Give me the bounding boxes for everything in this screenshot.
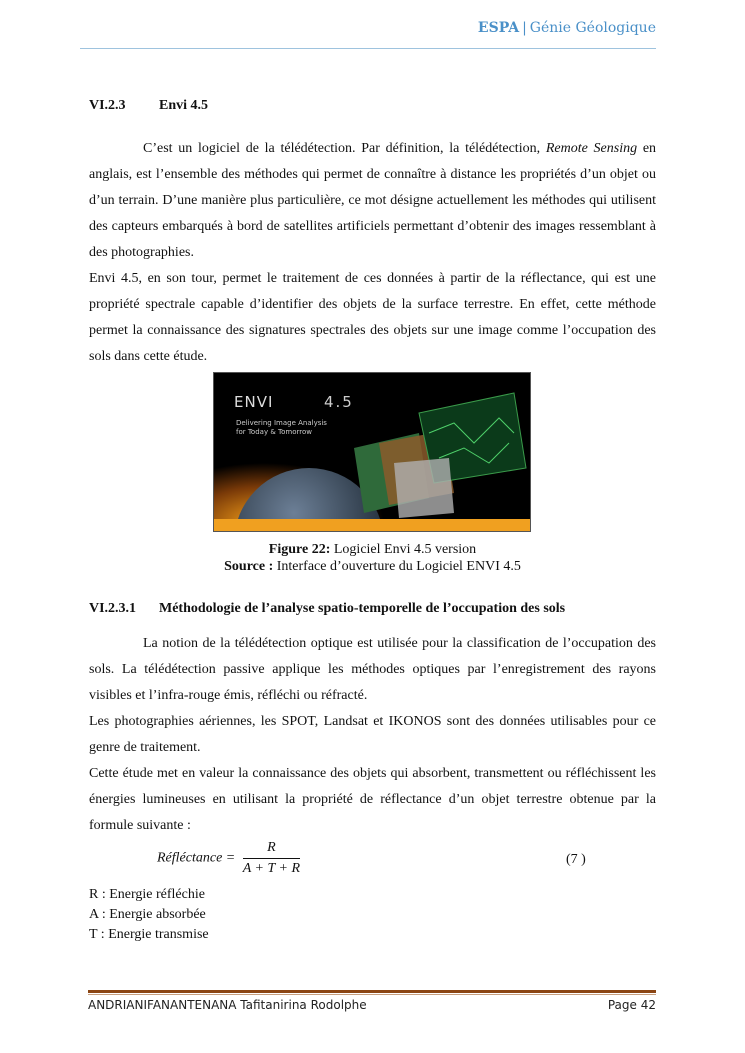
definition-item: A : Energie absorbée [89,907,206,922]
caption-label: Figure 22: [268,542,331,557]
figure-caption [89,541,656,575]
splash-progress-bar [214,519,530,531]
header-separator: | [522,20,527,36]
variable-definitions [89,885,209,945]
subsection-heading [89,601,656,617]
intro-paragraph [89,136,656,266]
definition-item: R : Energie réfléchie [89,887,205,902]
footer-divider [88,990,656,993]
section-number: VI.2.3 [89,98,126,113]
subsection-paragraph-1: La notion de la télédétection optique est utilisée pour la classification de l’occupation des sols. La télédétection passive applique les méthodes optiques par l’enregistrement des rayons visibles et l’infra-rouge émis, réfléchi ou réfracté. [89,636,656,703]
section-title: Envi 4.5 [159,98,209,113]
header-divider [80,48,656,49]
envi-paragraph: Envi 4.5, en son tour, permet le traitement de ces données à partir de la réflectance, qui est une propriété spectrale capable d’identifier des objets de la surface terrestre. En effet, cette méthode permet la connaissance des signatures spectrales des objets sur une image comme l’occupation des sols dans cette étude. [89,271,656,364]
footer-page-number: Page 42 [607,998,656,1012]
source-label: Source : [224,559,274,574]
section-heading [89,98,656,114]
intro-text-2: en anglais, est l’ensemble des méthodes qui permet de connaître à distance les propriétés d’un objet ou d’un terrain. D’une manière plus particulière, ce mot désigne actuellement les méthodes qui utilisent des capteurs embarqués à bord de satellites artificiels permettant d’obtenir des images ressemblant à des photographies. [89,141,657,260]
subsection-body [89,631,656,839]
footer-author: ANDRIANIFANANTENANA Tafitanirina Rodolphe [88,998,367,1012]
subsection-paragraph-2: Les photographies aériennes, les SPOT, Landsat et IKONOS sont des données utilisables pour ce genre de traitement. [89,714,656,755]
envi-logo-text: ENVI [234,393,274,411]
definition-item: T : Energie transmise [89,927,209,942]
source-text: Interface d’ouverture du Logiciel ENVI 4.5 [273,559,521,574]
equation-lhs: Réfléctance = [157,850,236,866]
subsection-number: VI.2.3.1 [89,601,137,616]
tagline-line-2: for Today & Tomorrow [236,428,312,436]
header-org: ESPA [477,20,520,36]
equation-denominator: A + T + R [242,861,301,876]
footer-divider-thin [88,994,656,995]
subsection-paragraph-3: Cette étude met en valeur la connaissance des objets qui absorbent, transmettent ou réfléchissent les énergies lumineuses en utilisant la propriété de réflectance d’un objet terrestre obtenue par la formule suivante : [89,766,656,833]
envi-version-text: 4.5 [324,393,354,411]
caption-text: Logiciel Envi 4.5 version [330,542,477,557]
intro-text-1: C’est un logiciel de la télédétection. Par définition, la télédétection, [143,141,541,156]
reflectance-equation [157,840,300,877]
section-body [89,136,656,370]
envi-tagline [236,419,327,437]
equation-numerator: R [243,840,300,859]
header-dept: Génie Géologique [529,20,656,36]
tagline-line-1: Delivering Image Analysis [236,419,327,427]
equation-number: (7 ) [566,852,586,867]
equation-fraction [243,840,300,877]
page-header [478,20,656,36]
intro-emphasis: Remote Sensing [545,141,638,156]
subsection-title: Méthodologie de l’analyse spatio-temporelle de l’occupation des sols [159,601,566,616]
envi-splash-image [213,372,531,532]
